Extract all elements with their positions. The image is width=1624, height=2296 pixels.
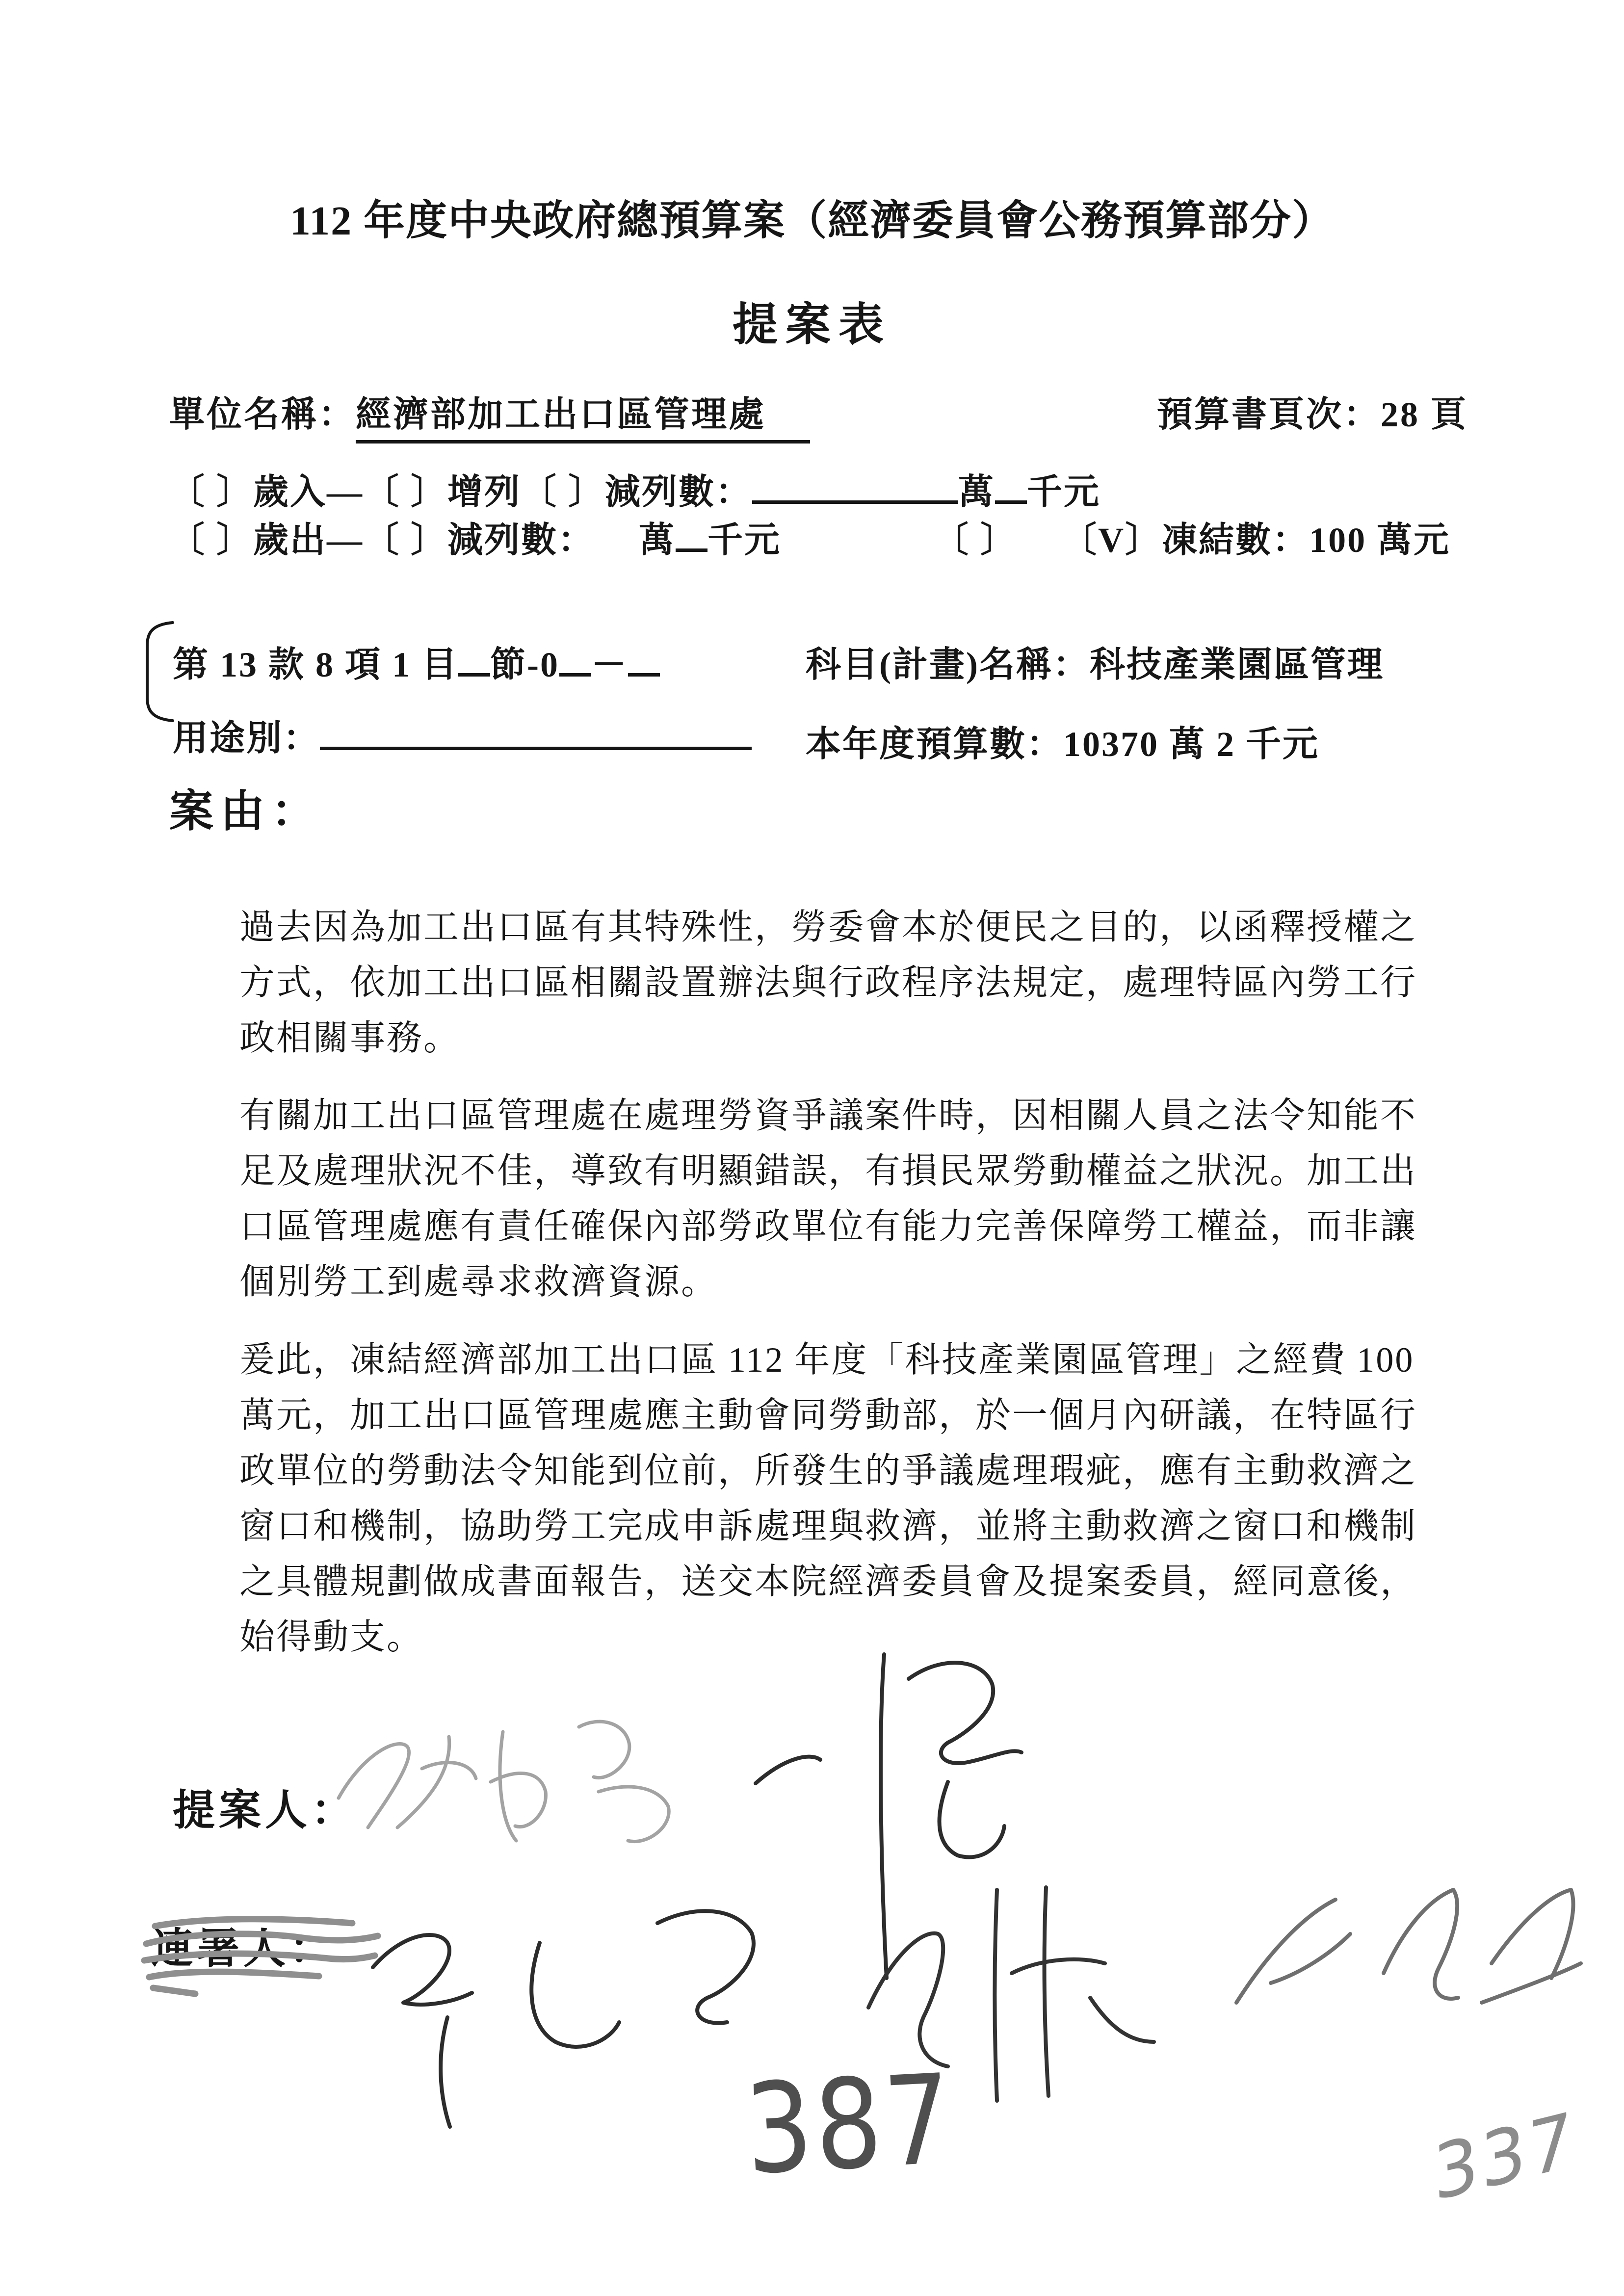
item-blank-1: [458, 642, 490, 677]
paragraph-line: 政單位的勞動法令知能到位前，所發生的爭議處理瑕疵，應有主動救濟之: [239, 1451, 1417, 1490]
budget-item-line: [173, 636, 660, 687]
item-blank-2: [559, 642, 591, 677]
paragraph-line: 個別勞工到處尋求救濟資源。: [239, 1262, 718, 1302]
freeze-checkbox-checked: 〔V〕: [1061, 521, 1162, 560]
handwritten-page-number: 387: [742, 2047, 957, 2202]
proposer-label: 提案人：: [173, 1787, 357, 1834]
freeze-value: 100 萬元: [1309, 521, 1451, 560]
expenditure-thousand-blank: [676, 517, 707, 552]
budget-page-ref-value: 28 頁: [1381, 395, 1468, 434]
cosigner-label: 連署人：: [151, 1925, 336, 1972]
paragraph-line: 足及處理狀況不佳，導致有明顯錯誤，有損民眾勞動權益之狀況。加工出: [239, 1151, 1417, 1191]
proposer-signature-1: [324, 1678, 726, 1889]
case-paragraph-3: [239, 1336, 1417, 1669]
usage-line: [173, 709, 752, 760]
revenue-qian-label: 千元: [1027, 472, 1101, 512]
unit-name-label: 單位名稱：: [169, 395, 356, 434]
cosigner-signature-1: [343, 1879, 810, 2149]
handwritten-corner-number: 337: [1432, 2095, 1577, 2218]
paragraph-line: 口區管理處應有責任確保內部勞政單位有能力完善保障勞工權益，而非讓: [239, 1207, 1417, 1246]
case-reason-label: 案由：: [169, 787, 322, 836]
paragraph-line: 爰此，凍結經濟部加工出口區 112 年度「科技產業園區管理」之經費 100: [239, 1340, 1414, 1380]
usage-label: 用途別：: [173, 719, 320, 758]
cosigner-signature-3: [1217, 1854, 1595, 2065]
usage-blank: [320, 715, 752, 750]
annual-budget-label: 本年度預算數：: [806, 725, 1064, 764]
budget-item-dash: －: [591, 645, 629, 684]
expenditure-row: [169, 511, 1450, 562]
paragraph-line: 過去因為加工出口區有其特殊性，勞委會本於便民之目的，以函釋授權之: [239, 908, 1417, 947]
revenue-row: [169, 463, 1100, 514]
case-paragraph-2: [239, 1092, 1417, 1314]
revenue-wan-label: 萬: [958, 472, 995, 512]
expenditure-qian-label: 千元: [707, 521, 782, 560]
subject-name: [806, 636, 1384, 687]
page-subtitle: 提案表: [732, 300, 891, 350]
budget-node-label: 節-0: [490, 645, 559, 684]
unit-name-value: 經濟部加工出口區管理處: [356, 395, 810, 444]
paragraph-line: 方式，依加工出口區相關設置辦法與行政程序法規定，處理特區內勞工行: [239, 963, 1417, 1002]
paragraph-line: 萬元，加工出口區管理處應主動會同勞動部，於一個月內研議，在特區行: [239, 1396, 1417, 1435]
paragraph-line: 始得動支。: [239, 1618, 424, 1657]
subject-name-value: 科技產業園區管理: [1089, 645, 1384, 684]
annual-budget-value: 10370 萬 2 千元: [1063, 725, 1320, 764]
budget-page-ref: [1157, 386, 1468, 437]
annual-budget: [806, 715, 1319, 766]
item-blank-3: [628, 642, 660, 677]
empty-checkbox-bracket: 〔 〕: [933, 521, 1018, 560]
budget-page-ref-label: 預算書頁次：: [1157, 395, 1381, 434]
revenue-row-prefix: 〔 〕歲入—〔 〕增列〔 〕減列數：: [169, 472, 753, 512]
subject-name-label: 科目(計畫)名稱：: [806, 645, 1090, 684]
revenue-amount-blank: [752, 469, 958, 504]
paragraph-line: 政相關事務。: [239, 1018, 461, 1058]
expenditure-row-prefix: 〔 〕歲出—〔 〕減列數：: [169, 521, 595, 560]
budget-item-prefix: 第 13 款 8 項 1 目: [173, 645, 459, 684]
expenditure-wan-label: 萬: [639, 521, 676, 560]
left-brace-decoration: [136, 619, 176, 724]
unit-name-row: [169, 386, 810, 437]
paragraph-line: 窗口和機制，協助勞工完成申訴處理與救濟，並將主動救濟之窗口和機制: [239, 1507, 1417, 1546]
page-title: 112 年度中央政府總預算案（經濟委員會公務預算部分）: [289, 198, 1335, 244]
case-paragraph-1: [239, 904, 1417, 1070]
revenue-thousand-blank: [995, 469, 1027, 504]
freeze-label: 凍結數：: [1162, 521, 1310, 560]
paragraph-line: 有關加工出口區管理處在處理勞資爭議案件時，因相關人員之法令知能不: [239, 1096, 1417, 1135]
paragraph-line: 之具體規劃做成書面報告，送交本院經濟委員會及提案委員，經同意後，: [239, 1562, 1417, 1601]
